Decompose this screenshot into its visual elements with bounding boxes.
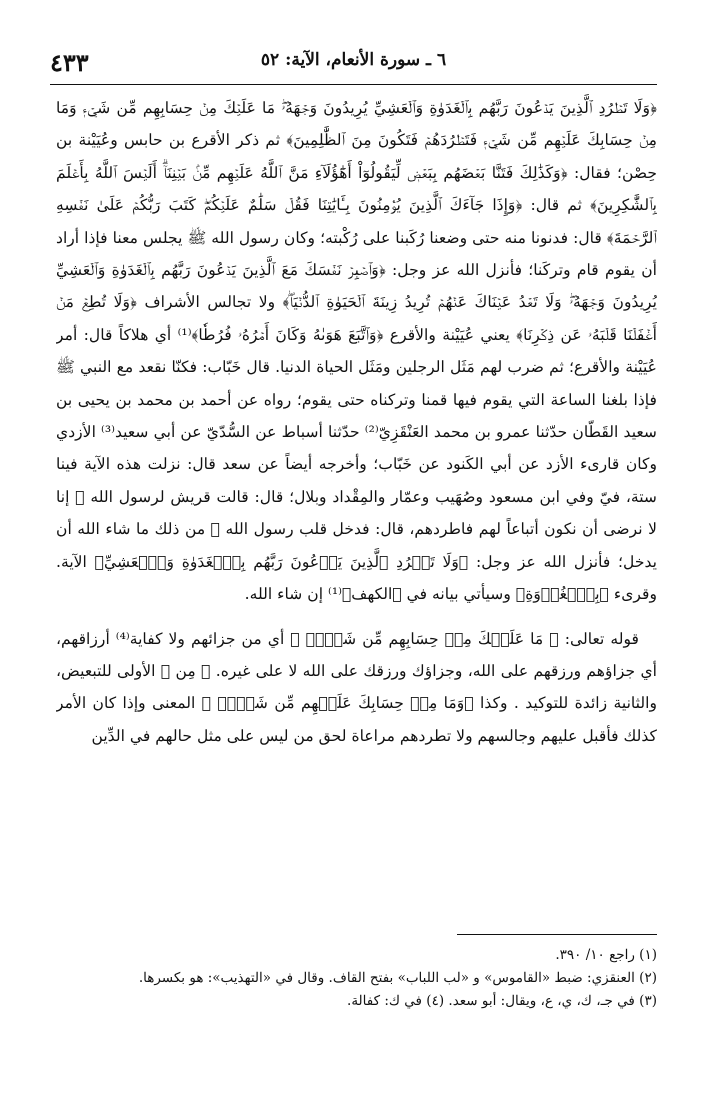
running-title: ٦ ـ سورة الأنعام، الآية: ٥٢	[260, 50, 447, 70]
page-number: ٤٣٣	[50, 48, 89, 77]
footnote-separator	[457, 934, 657, 935]
footnotes	[56, 944, 657, 1013]
paragraph-2: قوله تعالى: ﴿ مَا عَلَيۡكَ مِنۡ حِسَابِهِم مِّن شَيۡءٖ ﴾ أي من جزائهم ولا كفاية⁽⁴⁾ أرزاقهم، أي جزاؤهم ورزقهم على الله، وجزاؤك ورزقك على الله لا على غيره. ﴿ مِن ﴾ الأولى للتبعيض، والثانية زائدة للتوكيد . وكذا ﴿وَمَا مِنۡ حِسَابِكَ عَلَيۡهِم مِّن شَيۡءٖ ﴾ المعنى وإذا كان الأمر كذلك فأقبل عليهم وجالسهم ولا تطردهم مراعاة لحق من ليس على مثل حالهم في الدِّين	[56, 629, 657, 745]
paragraph-1: ﴿وَلَا تَطۡرُدِ ٱلَّذِينَ يَدۡعُونَ رَبَّهُم بِٱلۡغَدَوٰةِ وَٱلۡعَشِيِّ يُرِيدُونَ وَجۡهَهُۥۖ مَا عَلَيۡكَ مِنۡ حِسَابِهِم مِّن شَيۡءٖ وَمَا مِنۡ حِسَابِكَ عَلَيۡهِم مِّن شَيۡءٖ فَتَطۡرُدَهُمۡ فَتَكُونَ مِنَ ٱلظَّٰلِمِينَ﴾ ثم ذكر الأقرع بن حابس وعُيَيْنة بن حِصْن؛ فقال: ﴿وَكَذَٰلِكَ فَتَنَّا بَعۡضَهُم بِبَعۡضٖ لِّيَقُولُوٓاْ أَهَٰٓؤُلَآءِ مَنَّ ٱللَّهُ عَلَيۡهِم مِّنۢ بَيۡنِنَآۗ أَلَيۡسَ ٱللَّهُ بِأَعۡلَمَ بِٱلشَّٰكِرِينَ﴾ ثم قال: ﴿وَإِذَا جَآءَكَ ٱلَّذِينَ يُؤۡمِنُونَ بِـَٔايَٰتِنَا فَقُلۡ سَلَٰمٌ عَلَيۡكُمۡۖ كَتَبَ رَبُّكُمۡ عَلَىٰ نَفۡسِهِ ٱلرَّحۡمَةَ﴾ قال: فدنونا منه حتى وضعنا رُكَبنا على رُكْبته؛ وكان رسول الله ﷺ يجلس معنا فإذا أراد أن يقوم قام وتركَنا؛ فأنزل الله عز وجل: ﴿وَٱصۡبِرۡ نَفۡسَكَ مَعَ ٱلَّذِينَ يَدۡعُونَ رَبَّهُم بِٱلۡغَدَوٰةِ وَٱلۡعَشِيِّ يُرِيدُونَ وَجۡهَهُۥۖ وَلَا تَعۡدُ عَيۡنَاكَ عَنۡهُمۡ تُرِيدُ زِينَةَ ٱلۡحَيَوٰةِ ٱلدُّنۡيَاۖ﴾ ولا تجالس الأشراف ﴿وَلَا تُطِعۡ مَنۡ أَغۡفَلۡنَا قَلۡبَهُۥ عَن ذِكۡرِنَا﴾ يعني عُيَيْنة والأقرع ﴿وَٱتَّبَعَ هَوَىٰهُ وَكَانَ أَمۡرُهُۥ فُرُطٗا﴾⁽¹⁾ أي هلاكاً قال: أمر عُيَيْنة والأقرع؛ ثم ضرب لهم مَثَل الرجلين ومَثَل الحياة الدنيا. قال خَبّاب: فكنّا نقعد مع النبي ﷺ فإذا بلغنا الساعة التي يقوم فيها قمنا وتركناه حتى يقوم؛ رواه عن أحمد بن محمد بن يحيى بن سعيد القَطّان حدّثنا عمرو بن محمد العَنْقَزِيّ⁽²⁾ حدّثنا أسباط عن السُّدّيّ عن أبي سعيد⁽³⁾ الأزدي وكان قارىء الأزد عن أبي الكَنود عن خَبّاب؛ وأخرجه أيضاً عن سعد قال: نزلت هذه الآية فينا ستة، فيّ وفي ابن مسعود وصُهَيب وعمّار والمِقْداد وبلال؛ قال: قالت قريش لرسول الله ﷺ إنا لا نرضى أن نكون أتباعاً لهم فاطردهم، قال: فدخل قلب رسول الله ﷺ من ذلك ما شاء الله أن يدخل؛ فأنزل الله عز وجل: ﴿وَلَا تَطۡرُدِ ٱلَّذِينَ يَدۡعُونَ رَبَّهُم بِٱلۡغَدَوٰةِ وَٱلۡعَشِيِّ﴾ الآية. وقرىء ﴿بِٱلۡغُدۡوَةِ﴾ وسيأتي بيانه في ﴿الكهف﴾⁽¹⁾ إن شاء الله.	[56, 99, 657, 604]
footnote-3: (٣) في جـ، ك، ي، ع، ويقال: أبو سعد. (٤) في ك: كفالة.	[347, 993, 657, 1009]
main-text	[56, 92, 657, 922]
page-header	[50, 44, 657, 80]
header-rule	[50, 84, 657, 85]
footnote-1: (١) راجع ١٠/ ٣٩٠.	[555, 947, 657, 963]
footnote-2: (٢) العنقزي: ضبط «القاموس» و «لب اللباب» بفتح القاف. وقال في «التهذيب»: هو بكسرها.	[138, 970, 657, 986]
